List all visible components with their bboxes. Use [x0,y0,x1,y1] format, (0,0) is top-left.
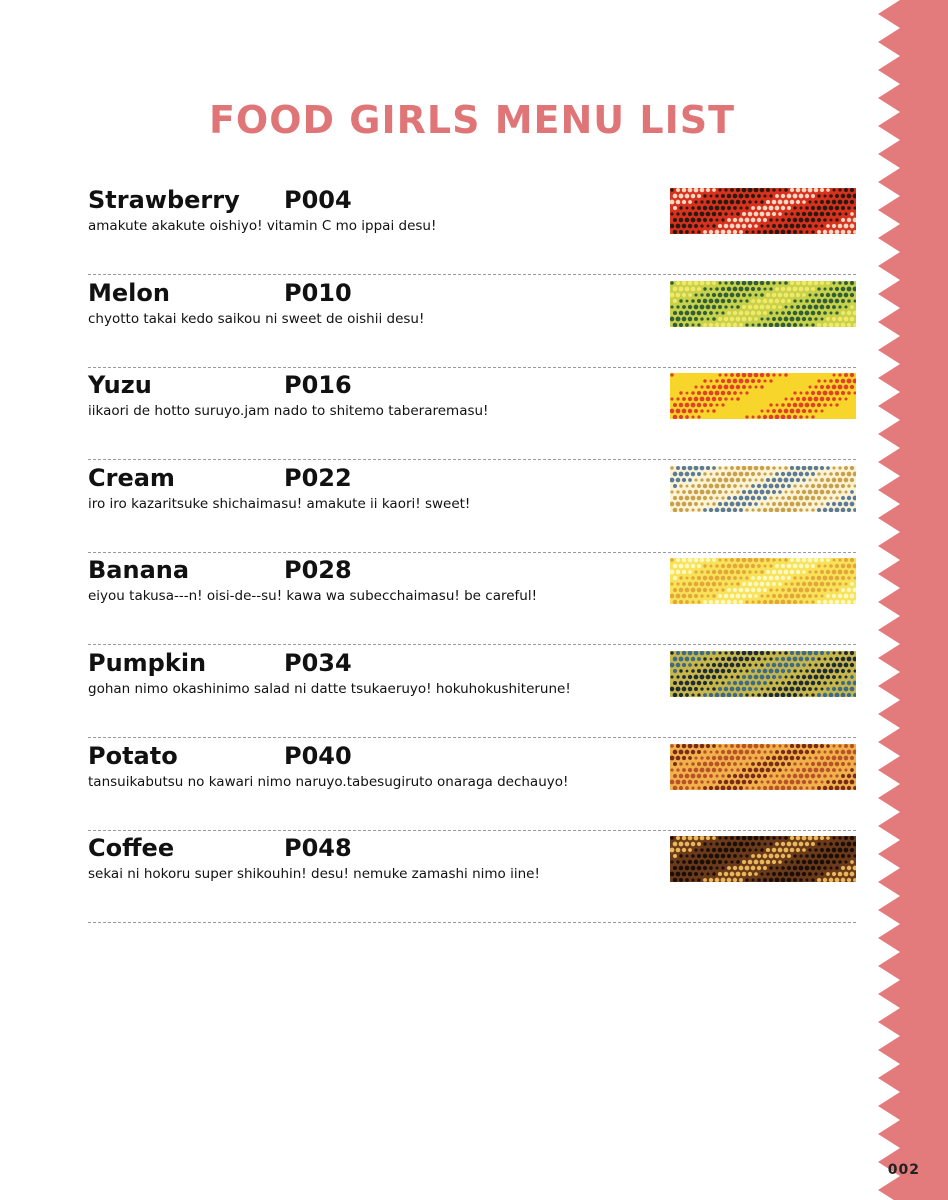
menu-item-name: Pumpkin [88,649,207,677]
halftone-swatch [670,466,856,512]
menu-item-page: P016 [284,371,352,399]
menu-item-page: P040 [284,742,352,770]
page-number: 002 [887,1162,920,1178]
menu-item-page: P028 [284,556,352,584]
menu-item-description: chyotto takai kedo saikou ni sweet de oishii desu! [88,311,425,327]
menu-item-description: sekai ni hokoru super shikouhin! desu! nemuke zamashi nimo iine! [88,866,540,882]
menu-item-description: gohan nimo okashinimo salad ni datte tsukaeruyo! hokuhokushiterune! [88,681,571,697]
menu-item [88,738,856,831]
menu-item [88,367,856,460]
menu-item [88,182,856,275]
menu-item-description: amakute akakute oishiyo! vitamin C mo ippai desu! [88,218,437,234]
zigzag-page-edge [878,0,948,1200]
menu-item-page: P010 [284,279,352,307]
halftone-swatch [670,373,856,419]
halftone-swatch [670,651,856,697]
menu-item-name: Potato [88,742,178,770]
halftone-swatch [670,281,856,327]
menu-item-page: P004 [284,186,352,214]
menu-item [88,552,856,645]
menu-item [88,275,856,368]
menu-item-page: P022 [284,464,352,492]
menu-item [88,830,856,923]
menu-item-name: Melon [88,279,170,307]
menu-item-name: Banana [88,556,190,584]
menu-item-name: Coffee [88,834,175,862]
page-title: FOOD GIRLS MENU LIST [208,98,736,142]
menu-item-name: Cream [88,464,175,492]
menu-item-description: iikaori de hotto suruyo.jam nado to shitemo taberaremasu! [88,403,489,419]
menu-item-description: eiyou takusa---n! oisi-de--su! kawa wa subecchaimasu! be careful! [88,588,537,604]
menu-item-name: Strawberry [88,186,240,214]
menu-item [88,460,856,553]
halftone-swatch [670,744,856,790]
halftone-swatch [670,558,856,604]
menu-item-description: tansuikabutsu no kawari nimo naruyo.tabesugiruto onaraga dechauyo! [88,774,569,790]
menu-item [88,645,856,738]
halftone-swatch [670,836,856,882]
menu-item-page: P034 [284,649,352,677]
menu-item-name: Yuzu [88,371,152,399]
menu-item-page: P048 [284,834,352,862]
menu-item-description: iro iro kazaritsuke shichaimasu! amakute ii kaori! sweet! [88,496,471,512]
halftone-swatch [670,188,856,234]
